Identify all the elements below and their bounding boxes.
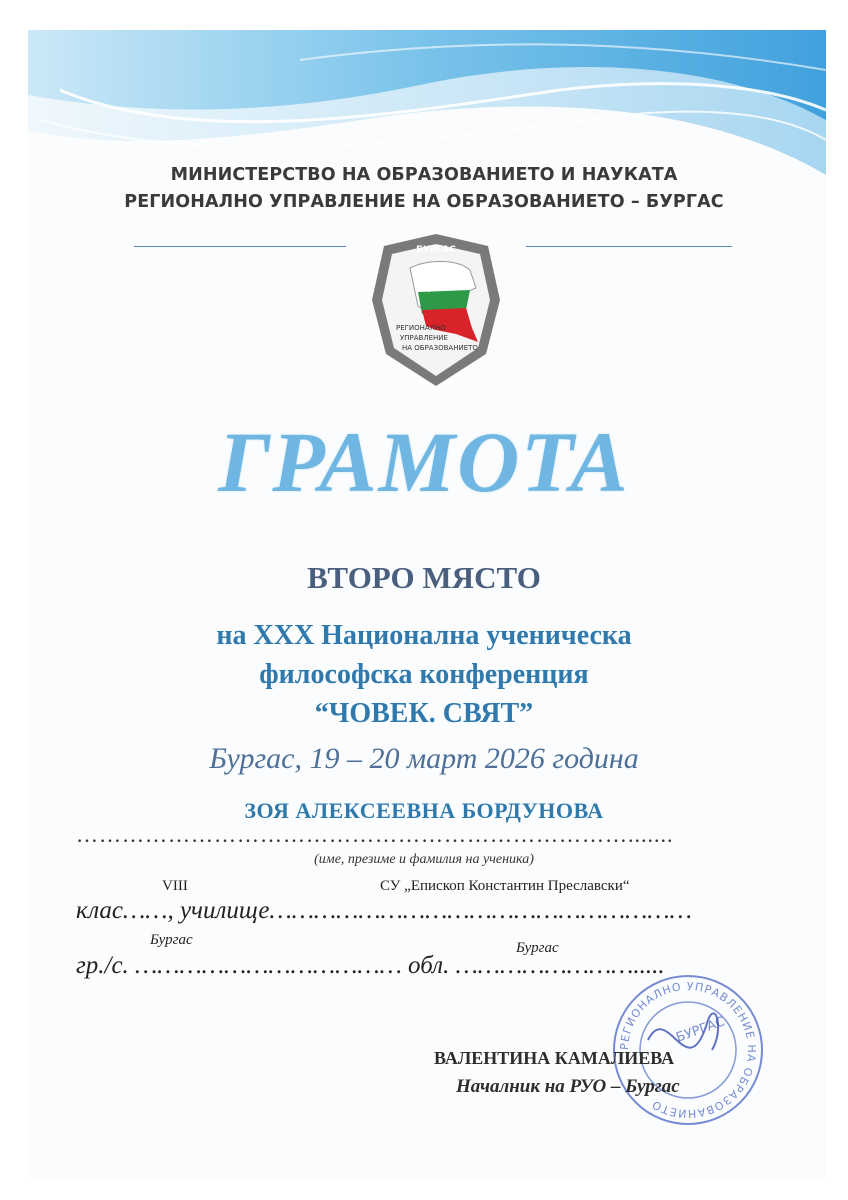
event-title: “ЧОВЕК. СВЯТ” [314,698,534,729]
seal-ring-text: РЕГИОНАЛНО УПРАВЛЕНИЕ НА ОБРАЗОВАНИЕТО [617,979,759,1121]
event-line-2: философска конференция [259,659,589,690]
signer-position: Началник на РУО – Бургас [456,1076,680,1097]
school-value: СУ „Епископ Константин Преславски“ [380,878,630,894]
event-city-date: Бургас, 19 – 20 март 2026 година [209,742,639,775]
logo-text-line1: РЕГИОНАЛНО [396,324,446,332]
city-value: Бургас [150,932,193,948]
region-value: Бургас [516,940,559,956]
city-region-line: гр./с. ……………………………… обл. ……………………..... [76,952,665,979]
certificate-title: ГРАМОТА [218,414,630,510]
logo-top-text: БУРГАС [416,245,456,255]
signer-name: ВАЛЕНТИНА КАМАЛИЕВА [434,1048,675,1068]
event-line-1: на ХХХ Национална ученическа [216,620,632,651]
student-name: ЗОЯ АЛЕКСЕЕВНА БОРДУНОВА [244,798,604,823]
student-name-dots: ………………………………………………………………....... [76,822,674,847]
seal-center-text: БУРГАС [674,1014,727,1046]
award-place: ВТОРО МЯСТО [307,560,541,595]
ruo-burgas-logo [366,230,506,390]
grade-value: VIII [162,878,188,894]
regional-office-name: РЕГИОНАЛНО УПРАВЛЕНИЕ НА ОБРАЗОВАНИЕТО – БУРГАС [124,192,724,212]
header-rule-left [134,246,346,247]
student-name-hint: (име, презиме и фамилия на ученика) [314,852,534,867]
class-school-line: клас……, училище………………………………………………… [76,897,692,924]
logo-text-line3: НА ОБРАЗОВАНИЕТО [402,344,478,352]
ministry-name: МИНИСТЕРСТВО НА ОБРАЗОВАНИЕТО И НАУКАТА [170,165,678,185]
logo-text-line2: УПРАВЛЕНИЕ [400,334,448,342]
header-rule-right [526,246,732,247]
